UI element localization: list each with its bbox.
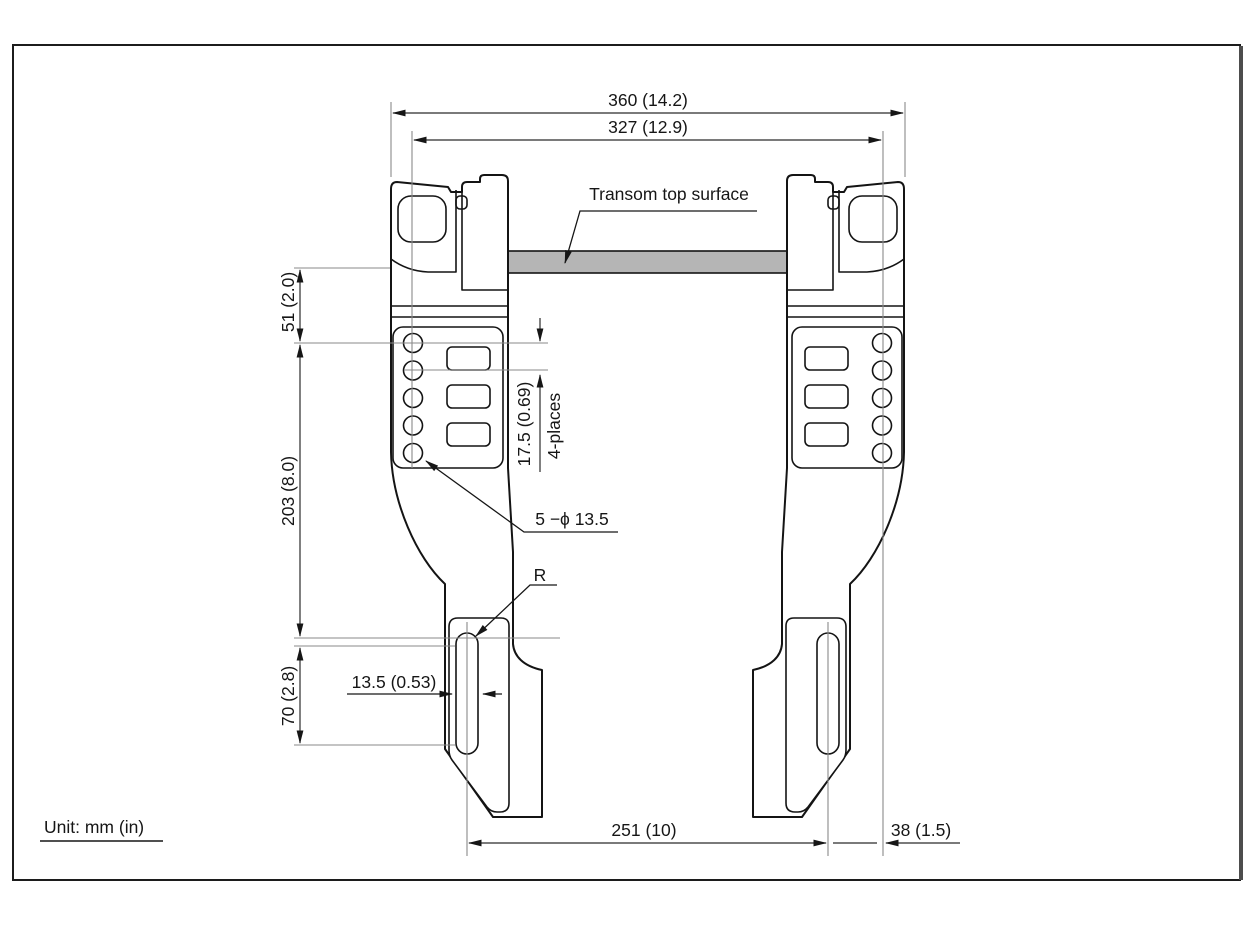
transom-band <box>505 251 790 273</box>
dim-4-places-label: 4-places <box>544 392 564 460</box>
radius-label: R <box>533 565 547 585</box>
transom-label: Transom top surface <box>589 184 749 204</box>
dim-17-5-label: 17.5 (0.69) <box>514 381 534 467</box>
dim-251-label: 251 (10) <box>611 820 677 840</box>
border-frame <box>13 45 1240 880</box>
dim-360-label: 360 (14.2) <box>608 90 688 110</box>
dim-327-label: 327 (12.9) <box>608 117 688 137</box>
dim-38-label: 38 (1.5) <box>890 820 952 840</box>
dim-203-label: 203 (8.0) <box>278 455 298 527</box>
unit-label: Unit: mm (in) <box>44 817 145 837</box>
holes-callout-label: 5 −ϕ 13.5 <box>535 509 609 529</box>
dim-51-label: 51 (2.0) <box>278 271 298 333</box>
dim-70-label: 70 (2.8) <box>278 665 298 727</box>
dim-13-5-label: 13.5 (0.53) <box>351 672 437 692</box>
